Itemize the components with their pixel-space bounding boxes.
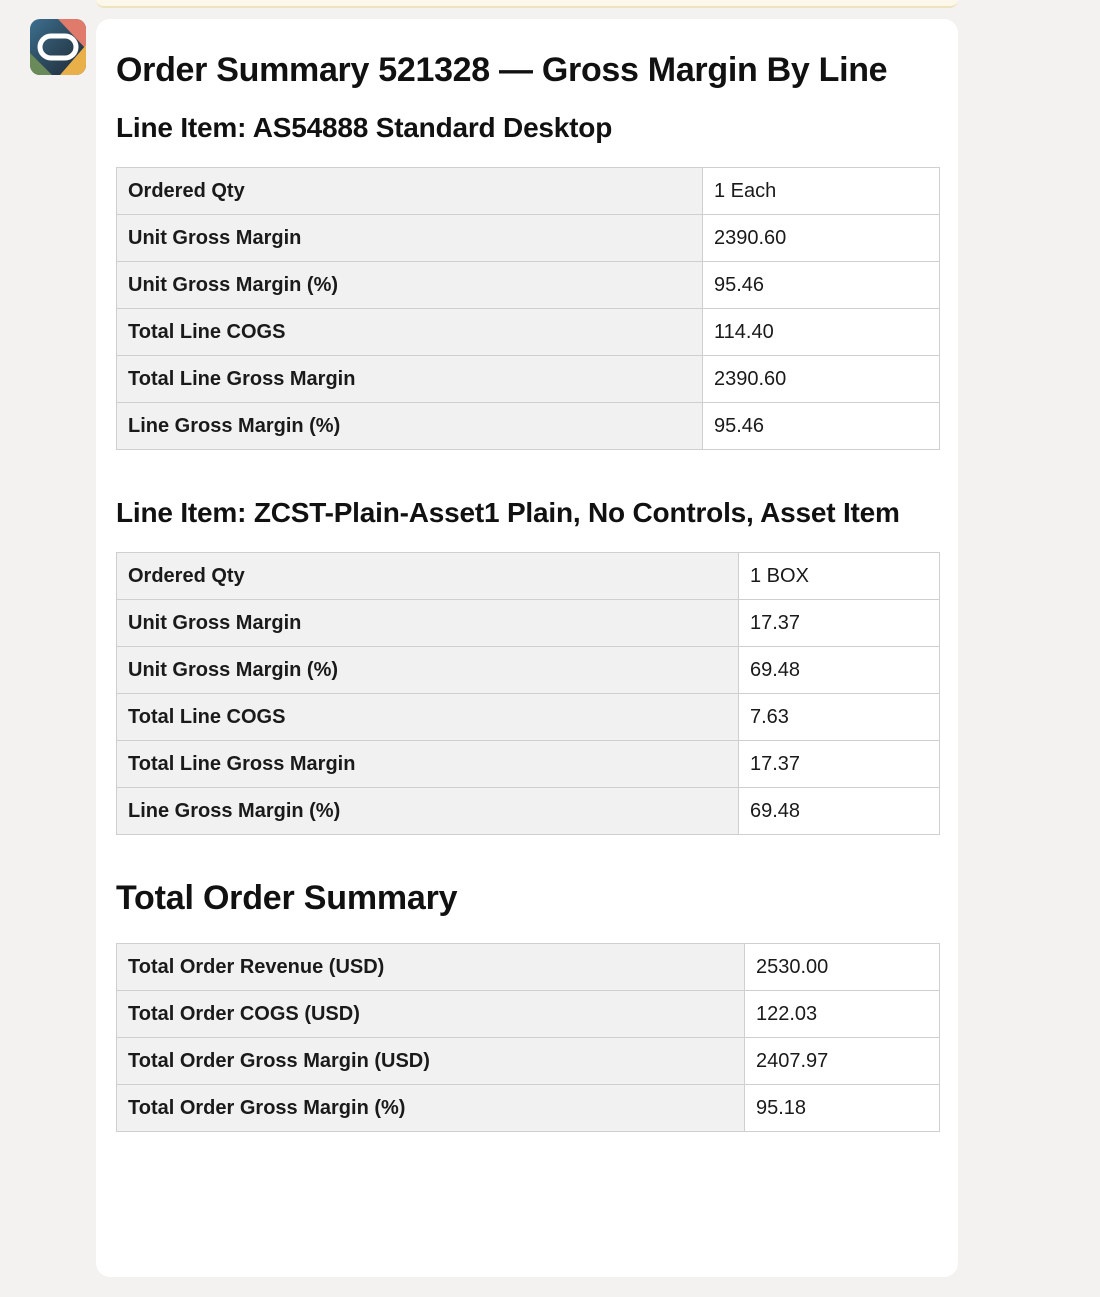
row-value: 2407.97 [745, 1038, 940, 1085]
row-value: 122.03 [745, 991, 940, 1038]
row-value: 69.48 [739, 788, 940, 835]
row-label: Ordered Qty [117, 168, 703, 215]
row-value: 17.37 [739, 741, 940, 788]
total-summary-table [116, 943, 940, 1132]
page-title: Order Summary 521328 — Gross Margin By Line [116, 51, 888, 89]
table-row [117, 944, 940, 991]
table-row [117, 356, 940, 403]
row-label: Total Line COGS [117, 694, 739, 741]
row-label: Total Order Gross Margin (USD) [117, 1038, 745, 1085]
row-label: Unit Gross Margin [117, 600, 739, 647]
line-item-table [116, 167, 940, 450]
row-value: 17.37 [739, 600, 940, 647]
row-label: Unit Gross Margin [117, 215, 703, 262]
row-label: Unit Gross Margin (%) [117, 647, 739, 694]
row-label: Ordered Qty [117, 553, 739, 600]
row-label: Total Line Gross Margin [117, 741, 739, 788]
table-row [117, 262, 940, 309]
table-row [117, 647, 940, 694]
row-label: Total Line Gross Margin [117, 356, 703, 403]
row-label: Line Gross Margin (%) [117, 788, 739, 835]
row-value: 7.63 [739, 694, 940, 741]
table-row [117, 215, 940, 262]
row-label: Line Gross Margin (%) [117, 403, 703, 450]
row-value: 1 Each [703, 168, 940, 215]
table-row [117, 309, 940, 356]
table-row [117, 991, 940, 1038]
row-value: 69.48 [739, 647, 940, 694]
row-label: Total Order Gross Margin (%) [117, 1085, 745, 1132]
table-row [117, 788, 940, 835]
row-value: 2530.00 [745, 944, 940, 991]
row-value: 2390.60 [703, 215, 940, 262]
table-row [117, 741, 940, 788]
total-summary-heading: Total Order Summary [116, 879, 458, 917]
row-label: Total Order COGS (USD) [117, 991, 745, 1038]
line-item-heading: Line Item: AS54888 Standard Desktop [116, 112, 613, 143]
table-row [117, 168, 940, 215]
assistant-logo-icon [30, 19, 86, 75]
row-label: Total Order Revenue (USD) [117, 944, 745, 991]
line-item-heading: Line Item: ZCST-Plain-Asset1 Plain, No Controls, Asset Item [116, 497, 900, 528]
table-row [117, 403, 940, 450]
row-value: 1 BOX [739, 553, 940, 600]
row-label: Unit Gross Margin (%) [117, 262, 703, 309]
table-row [117, 1038, 940, 1085]
row-value: 114.40 [703, 309, 940, 356]
line-item-table [116, 552, 940, 835]
assistant-message-card [96, 19, 958, 1277]
message-content [116, 47, 939, 1132]
table-row [117, 553, 940, 600]
previous-message-edge [96, 0, 958, 8]
row-value: 95.46 [703, 403, 940, 450]
table-row [117, 1085, 940, 1132]
table-row [117, 694, 940, 741]
row-value: 95.18 [745, 1085, 940, 1132]
row-value: 95.46 [703, 262, 940, 309]
table-row [117, 600, 940, 647]
row-value: 2390.60 [703, 356, 940, 403]
row-label: Total Line COGS [117, 309, 703, 356]
